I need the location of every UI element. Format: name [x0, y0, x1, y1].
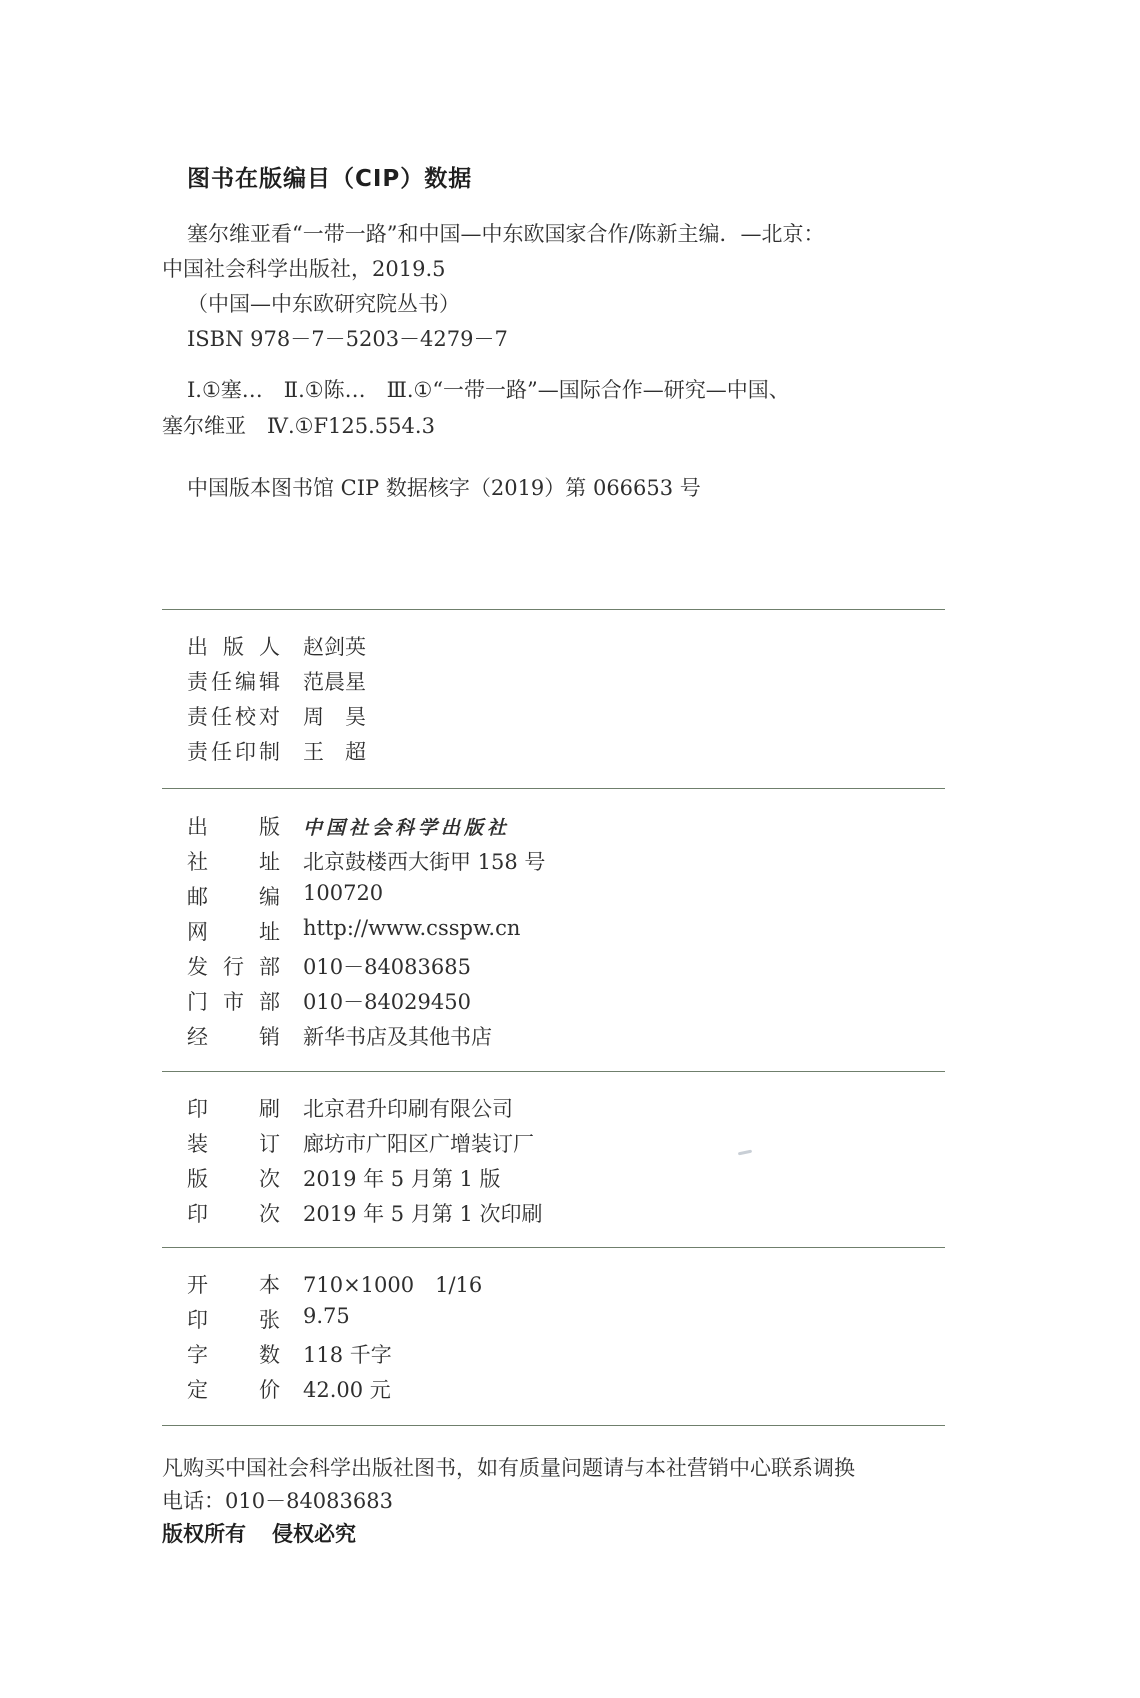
cip-line-title: 塞尔维亚看“一带一路”和中国—中东欧国家合作/陈新主编．—北京： — [187, 222, 825, 246]
divider — [162, 1247, 945, 1248]
divider — [162, 609, 945, 610]
copyright-notice — [162, 1518, 382, 1548]
printing-value: 2019 年 5 月第 1 次印刷 — [303, 1202, 543, 1226]
cip-title: 图书在版编目（CIP）数据 — [187, 166, 473, 192]
cip-line-isbn: ISBN 978－7－5203－4279－7 — [187, 327, 508, 351]
staff-label: 责 任 校 对 — [187, 705, 280, 729]
spec-label: 字 数 — [187, 1343, 280, 1367]
publisher-value: 新华书店及其他书店 — [303, 1025, 492, 1049]
publisher-label: 网 址 — [187, 920, 280, 944]
publisher-value: 010－84029450 — [303, 990, 471, 1014]
cip-line-record-number: 中国版本图书馆 CIP 数据核字（2019）第 066653 号 — [187, 476, 701, 500]
publisher-website: http://www.csspw.cn — [303, 916, 521, 940]
printing-label: 印 次 — [187, 1202, 280, 1226]
paper-speck — [738, 1150, 752, 1156]
service-phone: 电话：010－84083683 — [162, 1489, 393, 1513]
spec-value: 9.75 — [303, 1304, 350, 1328]
spec-value: 118 千字 — [303, 1343, 392, 1367]
printing-label: 印 刷 — [187, 1097, 280, 1121]
publisher-value: 100720 — [303, 881, 384, 905]
printing-label: 装 订 — [187, 1132, 280, 1156]
publisher-value: 010－84083685 — [303, 955, 471, 979]
staff-value: 周 昊 — [303, 705, 366, 729]
staff-value: 范晨星 — [303, 670, 366, 694]
spec-label: 定 价 — [187, 1378, 280, 1402]
divider — [162, 1425, 945, 1426]
rights-reserved: 版权所有 — [162, 1522, 246, 1546]
cip-line-classification: Ⅰ.①塞… Ⅱ.①陈… Ⅲ.①“一带一路”—国际合作—研究—中国、 — [187, 378, 790, 402]
spec-value: 42.00 元 — [303, 1378, 391, 1402]
publisher-label: 发 行 部 — [187, 955, 280, 979]
publisher-label: 社 址 — [187, 850, 280, 874]
divider — [162, 788, 945, 789]
printing-label: 版 次 — [187, 1167, 280, 1191]
cip-line-publisher: 中国社会科学出版社，2019.5 — [162, 257, 446, 281]
publisher-label: 门 市 部 — [187, 990, 280, 1014]
cip-line-series: （中国—中东欧研究院丛书） — [187, 292, 460, 316]
staff-label: 责 任 印 制 — [187, 740, 280, 764]
publisher-label: 出 版 — [187, 815, 280, 839]
divider — [162, 1071, 945, 1072]
spec-label: 印 张 — [187, 1308, 280, 1332]
staff-label: 出 版 人 — [187, 635, 280, 659]
spec-value: 710×1000 1/16 — [303, 1273, 483, 1297]
staff-label: 责 任 编 辑 — [187, 670, 280, 694]
publisher-label: 经 销 — [187, 1025, 280, 1049]
quality-notice: 凡购买中国社会科学出版社图书，如有质量问题请与本社营销中心联系调换 — [162, 1456, 855, 1480]
staff-value: 赵剑英 — [303, 635, 366, 659]
infringement-warning: 侵权必究 — [272, 1522, 356, 1546]
printing-value: 廊坊市广阳区广增装订厂 — [303, 1132, 534, 1156]
cip-line-classification-cont: 塞尔维亚 Ⅳ.①F125.554.3 — [162, 414, 435, 438]
publisher-label: 邮 编 — [187, 885, 280, 909]
spec-label: 开 本 — [187, 1273, 280, 1297]
publisher-value: 北京鼓楼西大街甲 158 号 — [303, 850, 546, 874]
staff-value: 王 超 — [303, 740, 366, 764]
printing-value: 2019 年 5 月第 1 版 — [303, 1167, 501, 1191]
publisher-logo-text: 中国社会科学出版社 — [303, 817, 511, 839]
printing-value: 北京君升印刷有限公司 — [303, 1097, 513, 1121]
